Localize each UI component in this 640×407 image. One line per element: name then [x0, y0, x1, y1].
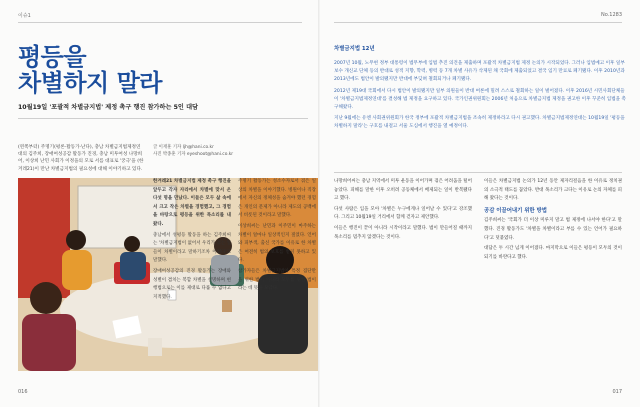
- byline-writer: 글 이재훈 기자 ljh@hani.co.kr: [153, 145, 214, 150]
- page-number-right: 017: [612, 389, 622, 395]
- body-paragraph: 이들은 차별금지법 논의가 12년 동안 제자리걸음을 한 이유로 정치권의 소극적 태도를 꼽았다. 반대 목소리가 크다는 이유로 논의 자체를 피해 왔다는 것이다.: [484, 179, 622, 202]
- body-paragraph: 주명기 활동가는 성소수자로서 겪은 일상의 차별을 이야기했다. 병원이나 직장에서 자신의 정체성을 숨겨야 했던 경험은 개인의 문제가 아니라 제도의 공백에서 비롯된 것이라고 말했다.: [238, 179, 316, 219]
- issue-number: No.1283: [600, 12, 622, 18]
- body-paragraph: 김주희씨는 '국회가 더 이상 미루지 말고 법 제정에 나서야 한다'고 말했다. 진경 활동가도 '차별을 차별이라고 부를 수 있는 언어가 필요하다'고 덧붙였다.: [484, 218, 622, 241]
- section-label: 이슈1: [18, 13, 31, 19]
- title-line-1: 평등을: [18, 43, 87, 71]
- body-paragraph: 나망희어씨는 충남 지역에서 미투 운동을 이어가며 겪은 어려움을 털어놓았다. 피해를 말한 이후 오히려 공동체에서 배제되는 일이 반복됐다고 했다.: [334, 179, 472, 202]
- body-paragraph: 이들은 행진이 끝이 아니라 시작이라고 말했다. 법이 만들어질 때까지 목소리를 멈추지 않겠다는 것이다.: [334, 225, 472, 240]
- header-rule: [18, 22, 302, 23]
- article-title: [18, 44, 278, 96]
- intro-paragraph: 2012년 제19대 국회에서 다시 법안이 발의됐지만 일부 의원들이 반대 여론에 밀려 스스로 철회하는 일이 벌어졌다. 이후 2016년 시민사회단체들이 '차별금지법제정연대'를 결성해 법 제정을 요구하고 있다. 국가인권위원회는 2006년 처음으로 차별금지법 제정을 권고한 이후 꾸준히 입법을 촉구해왔다.: [334, 88, 626, 111]
- intro-rule: [334, 172, 622, 173]
- page-number-left: 016: [18, 389, 28, 395]
- intro-paragraph: 2007년 10월, 노무현 정부 대통령이 법무부에 입법 추진 의견을 제출하며 포괄적 차별금지법 제정 논의가 시작되었다. 그러나 입법예고 이후 일부 보수 개신교 단체 등의 반대로 성적 지향, 학력, 병력 등 7개 차별 사유가 삭제된 채 국회에 제출되었고 결국 임기 만료로 폐기됐다. 이후 2010년과 2013년에도 법안이 발의됐지만 반대에 부딪혀 철회되거나 폐기됐다.: [334, 61, 625, 83]
- body-column-4: [484, 178, 622, 383]
- sub-heading: 공감 이끌어내기 위한 방법: [484, 207, 547, 214]
- subtitle-rule: [18, 118, 308, 119]
- body-paragraph: 다섯 사람은 입을 모아 '차별은 누구에게나 일어날 수 있다'고 강조했다. 그리고 10월19일 거리에서 함께 걷자고 제안했다.: [334, 206, 472, 221]
- body-paragraph: 한겨레21 차별금지법 제정 촉구 행진을 앞두고 각자 자리에서 차별에 맞서 온 다섯 명을 만났다. 이들은 모두 삶 속에서 크고 작은 차별을 경험했고, 그 경험을 바탕으로 평등을 위한 목소리를 내 왔다.: [153, 179, 231, 227]
- section-heading: 차별금지법 12년: [334, 46, 375, 52]
- body-paragraph: 이상희씨는 난민과 이주민이 마주하는 차별이 얼마나 일상적인지 짚었다. 언어와 피부색, 출신 국가를 이유로 한 차별은 여전히 법의 보호를 받지 못하고 있다.: [238, 223, 316, 264]
- article-subtitle: 10월19일 '포괄적 차별금지법' 제정 촉구 행진 참가하는 5인 대담: [18, 104, 199, 111]
- byline-photographer: 사진 박종훈 기자 eyeshoot@hani.co.kr: [153, 152, 234, 157]
- body-paragraph: 대담은 두 시간 넘게 이어졌다. 마지막으로 이들은 평등이 모두의 것이 되기를 바란다고 했다.: [484, 246, 622, 260]
- body-column-1: [153, 178, 231, 383]
- body-column-2: [238, 178, 316, 383]
- body-column-3: [334, 178, 472, 383]
- header-rule: [334, 22, 622, 23]
- body-paragraph: 참가자들은 차별금지법이 특정 집단만을 위한 법이 아니라 모두를 위한 법이라는 데 뜻을 모았다.: [238, 268, 316, 292]
- intro-paragraph: 지난 9월에는 유엔 사회권위원회가 한국 정부에 포괄적 차별금지법을 조속히 제정하라고 다시 권고했다. 차별금지법제정연대는 10월19일 '평등을 차별하지 말라'는 구호를 내걸고 서울 도심에서 행진을 열 예정이다.: [334, 116, 625, 130]
- photo-caption: (왼쪽부터) 주명기(평론·활동가·난다), 충남 차별금지법제정연대의 김주희, 장애여성공감 활동가 진경, 충남 미투여성 나망희어, 이상희 난민 사회가 이정을의 모로 서를 대표로 '궁극'을 (한겨레21)이 만난 차별금지법의 필요성에 대해 이야기하고 있다.: [18, 145, 144, 172]
- body-paragraph: 장애여성공감의 진경 활동가는 장애와 성별이 겹치는 복합 차별을 설명하며 현행법으로는 이를 제대로 다룰 수 없다고 지적했다.: [153, 268, 231, 300]
- intro-block: [334, 60, 626, 135]
- title-line-2: 차별하지 말라: [18, 69, 162, 97]
- byline: [153, 144, 318, 158]
- body-paragraph: 충남에서 성평등 활동을 하는 김주희씨는 '차별금지법이 없어서 우리가 겪는 일들이 차별이라고 말하기조차 어렵다'고 말했다.: [153, 232, 231, 264]
